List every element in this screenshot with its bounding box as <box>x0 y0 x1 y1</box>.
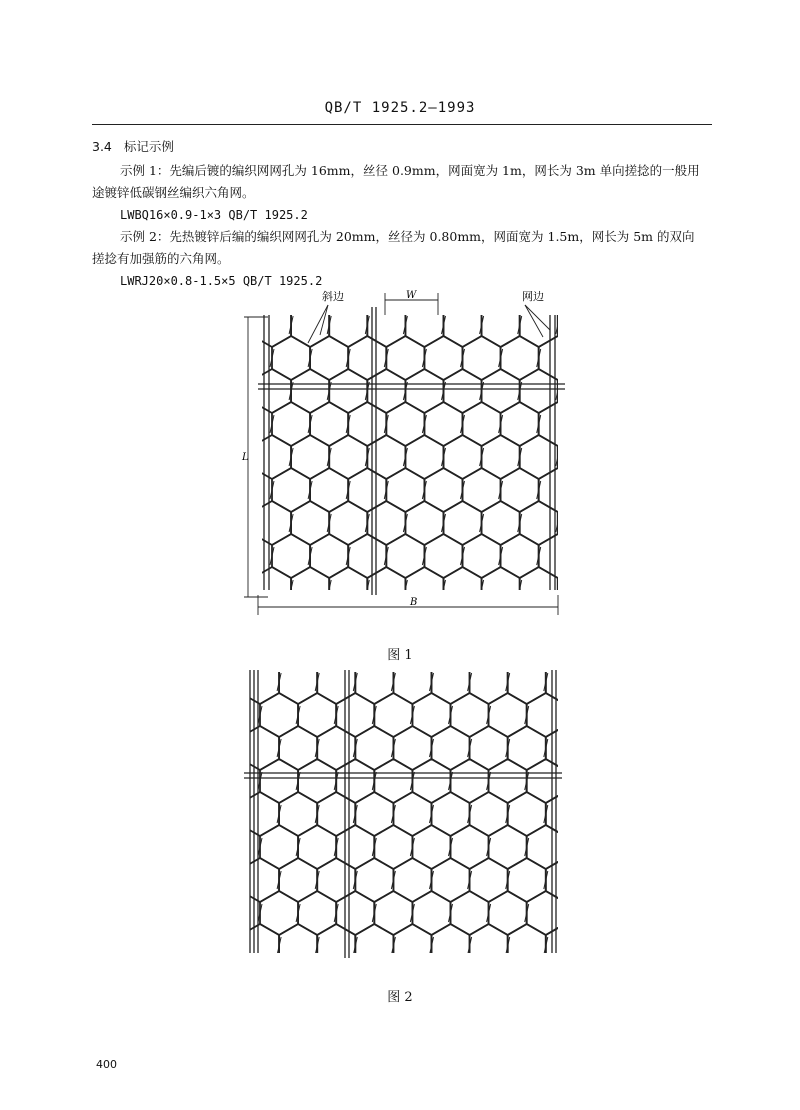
example2-line2: 搓捻有加强筋的六角网。 <box>92 251 230 266</box>
hex-cell <box>463 336 501 380</box>
hex-cell <box>558 369 580 413</box>
hex-cell <box>348 534 386 578</box>
hex-cell <box>253 303 291 347</box>
section-heading <box>92 138 174 156</box>
label-w: W <box>406 290 417 301</box>
hex-cell <box>241 726 279 770</box>
hex-cell <box>298 825 336 869</box>
hex-cell <box>291 501 329 545</box>
wire-twist <box>240 739 243 757</box>
section-title: 标记示例 <box>123 139 174 154</box>
hex-cell <box>444 501 482 545</box>
label-slant-edge: 斜边 <box>322 290 344 303</box>
hex-cell <box>520 501 558 545</box>
hex-cell <box>260 891 298 935</box>
hex-cell <box>546 924 570 960</box>
hex-cell <box>463 534 501 578</box>
hex-cell <box>355 668 393 704</box>
hex-cell <box>386 468 424 512</box>
hex-cell <box>253 435 291 479</box>
hex-cell <box>482 501 520 545</box>
wire-twist <box>251 514 255 532</box>
hex-cell <box>241 858 279 902</box>
hex-cell <box>374 693 412 737</box>
hex-cell <box>367 501 405 545</box>
hex-cell <box>310 402 348 446</box>
hex-cell <box>355 726 393 770</box>
hex-cell <box>451 825 489 869</box>
hex-cell <box>501 402 539 446</box>
wire-twist <box>251 316 255 334</box>
hex-cell <box>260 693 298 737</box>
hex-cell <box>374 891 412 935</box>
hex-cell <box>367 303 405 347</box>
wire-twist <box>251 580 255 598</box>
hex-cell <box>432 726 470 770</box>
hex-cell <box>539 534 577 578</box>
hex-cell <box>412 825 450 869</box>
hex-cell <box>367 369 405 413</box>
hex-cell <box>336 693 374 737</box>
hex-cell <box>329 501 367 545</box>
hex-cell <box>241 924 279 960</box>
hex-cell <box>412 759 450 803</box>
label-b: B <box>410 597 418 608</box>
hex-cell <box>329 303 367 347</box>
wire-twist <box>251 382 255 400</box>
hex-cell <box>336 759 374 803</box>
hex-cell <box>489 825 527 869</box>
hex-cell <box>336 891 374 935</box>
hex-cell <box>260 759 298 803</box>
hex-cell <box>508 668 546 704</box>
hex-cell <box>546 792 570 836</box>
hex-cell <box>329 567 367 611</box>
hex-cell <box>405 501 443 545</box>
hex-cell <box>508 858 546 902</box>
hex-cell <box>501 534 539 578</box>
hex-cell <box>558 435 580 479</box>
hex-cell <box>291 567 329 611</box>
hex-cell <box>470 726 508 770</box>
figure-2-hex-mesh-drawing <box>240 668 570 960</box>
hex-cell <box>558 501 580 545</box>
hex-cell <box>501 468 539 512</box>
hex-cell <box>451 759 489 803</box>
hex-cell <box>424 534 462 578</box>
hex-cell <box>470 858 508 902</box>
example2-code: LWRJ20×0.8-1.5×5 QB/T 1925.2 <box>120 274 323 288</box>
hex-cell <box>508 924 546 960</box>
hex-cell <box>412 891 450 935</box>
hex-cell <box>348 402 386 446</box>
example1-code: LWBQ16×0.9-1×3 QB/T 1925.2 <box>120 208 308 222</box>
hex-cell <box>527 759 565 803</box>
hex-cell <box>470 924 508 960</box>
hex-cell <box>520 435 558 479</box>
hex-cell <box>558 303 580 347</box>
hex-cell <box>482 369 520 413</box>
hex-cell <box>272 468 310 512</box>
wire-twist <box>240 805 243 823</box>
figure-2-caption: 图 2 <box>387 990 413 1005</box>
hex-cell <box>432 792 470 836</box>
hex-cell <box>279 858 317 902</box>
hex-cell <box>298 759 336 803</box>
hex-cell <box>432 924 470 960</box>
hex-cell <box>444 435 482 479</box>
hex-cell <box>444 369 482 413</box>
hex-cell <box>336 825 374 869</box>
hex-cell <box>451 693 489 737</box>
hex-cell <box>348 468 386 512</box>
hex-cell <box>386 402 424 446</box>
hex-cell <box>508 792 546 836</box>
hex-cell <box>272 534 310 578</box>
hex-cell <box>405 369 443 413</box>
hex-cell <box>546 858 570 902</box>
hex-cell <box>310 534 348 578</box>
hex-cell <box>279 726 317 770</box>
page-header: QB/T 1925.2—1993 <box>324 100 476 116</box>
hex-cell <box>272 402 310 446</box>
hex-cell <box>291 435 329 479</box>
hex-cell <box>432 668 470 704</box>
hex-cell <box>432 858 470 902</box>
hex-cell <box>291 369 329 413</box>
example2-line1: 示例 2：先热镀锌后编的编织网网孔为 20mm，丝径为 0.80mm，网面宽为 1.5m，网长为 5m 的双向 <box>120 229 695 244</box>
hex-cell <box>329 369 367 413</box>
hex-cell <box>539 336 577 380</box>
hex-cell <box>374 759 412 803</box>
hex-cell <box>424 402 462 446</box>
hex-cell <box>279 668 317 704</box>
hex-cell <box>393 792 431 836</box>
wire-twist <box>240 673 243 691</box>
hex-cell <box>253 369 291 413</box>
header-rule <box>92 124 712 125</box>
figure-1-caption: 图 1 <box>387 648 413 663</box>
hex-cell <box>489 891 527 935</box>
hex-cell <box>253 567 291 611</box>
hex-cell <box>520 303 558 347</box>
hex-cell <box>558 567 580 611</box>
label-mesh-edge: 网边 <box>522 290 544 303</box>
hex-cell <box>482 303 520 347</box>
hex-cell <box>489 693 527 737</box>
hex-cell <box>539 468 577 512</box>
hex-cell <box>355 858 393 902</box>
hex-cell <box>539 402 577 446</box>
section-number: 3.4 <box>92 139 112 154</box>
hex-cell <box>546 726 570 770</box>
hex-cell <box>279 924 317 960</box>
hex-cell <box>355 792 393 836</box>
hex-cell <box>298 891 336 935</box>
example1-line1: 示例 1：先编后镀的编织网网孔为 16mm，丝径 0.9mm，网面宽为 1m，网长为 3m 单向搓捻的一般用 <box>120 163 700 178</box>
wire-twist <box>240 937 243 955</box>
hex-cell <box>444 303 482 347</box>
hex-cell <box>393 858 431 902</box>
figure-1-hex-mesh-drawing <box>240 285 580 620</box>
hex-cell <box>386 534 424 578</box>
hex-cell <box>482 567 520 611</box>
label-l: L <box>242 452 249 463</box>
example1-line2: 途镀锌低碳钢丝编织六角网。 <box>92 185 255 200</box>
hex-cell <box>260 825 298 869</box>
wire-twist <box>251 448 255 466</box>
hex-cell <box>489 759 527 803</box>
hex-cell <box>386 336 424 380</box>
hex-cell <box>367 435 405 479</box>
hex-cell <box>508 726 546 770</box>
hex-cell <box>298 693 336 737</box>
hex-cell <box>527 825 565 869</box>
hex-cell <box>527 891 565 935</box>
hex-cell <box>310 468 348 512</box>
hex-cell <box>463 468 501 512</box>
wire-twist <box>240 871 243 889</box>
hex-cell <box>412 693 450 737</box>
hex-cell <box>520 369 558 413</box>
hex-cell <box>501 336 539 380</box>
hex-cell <box>241 792 279 836</box>
hex-cell <box>393 924 431 960</box>
hex-cell <box>241 668 279 704</box>
hex-cell <box>527 693 565 737</box>
hex-cell <box>374 825 412 869</box>
hex-cell <box>272 336 310 380</box>
hex-cell <box>393 726 431 770</box>
hex-cell <box>348 336 386 380</box>
hex-cell <box>355 924 393 960</box>
hex-cell <box>253 501 291 545</box>
hex-cell <box>463 402 501 446</box>
hex-cell <box>470 668 508 704</box>
hex-cell <box>393 668 431 704</box>
page-number: 400 <box>96 1058 117 1071</box>
hex-cell <box>520 567 558 611</box>
hex-cell <box>291 303 329 347</box>
hex-cell <box>329 435 367 479</box>
hex-cell <box>451 891 489 935</box>
hex-cell <box>310 336 348 380</box>
hex-cell <box>424 336 462 380</box>
hex-cell <box>444 567 482 611</box>
hex-cell <box>546 668 570 704</box>
hex-cell <box>424 468 462 512</box>
hex-cell <box>470 792 508 836</box>
hex-cell <box>367 567 405 611</box>
hex-cell <box>405 435 443 479</box>
hex-cell <box>279 792 317 836</box>
hex-cell <box>482 435 520 479</box>
